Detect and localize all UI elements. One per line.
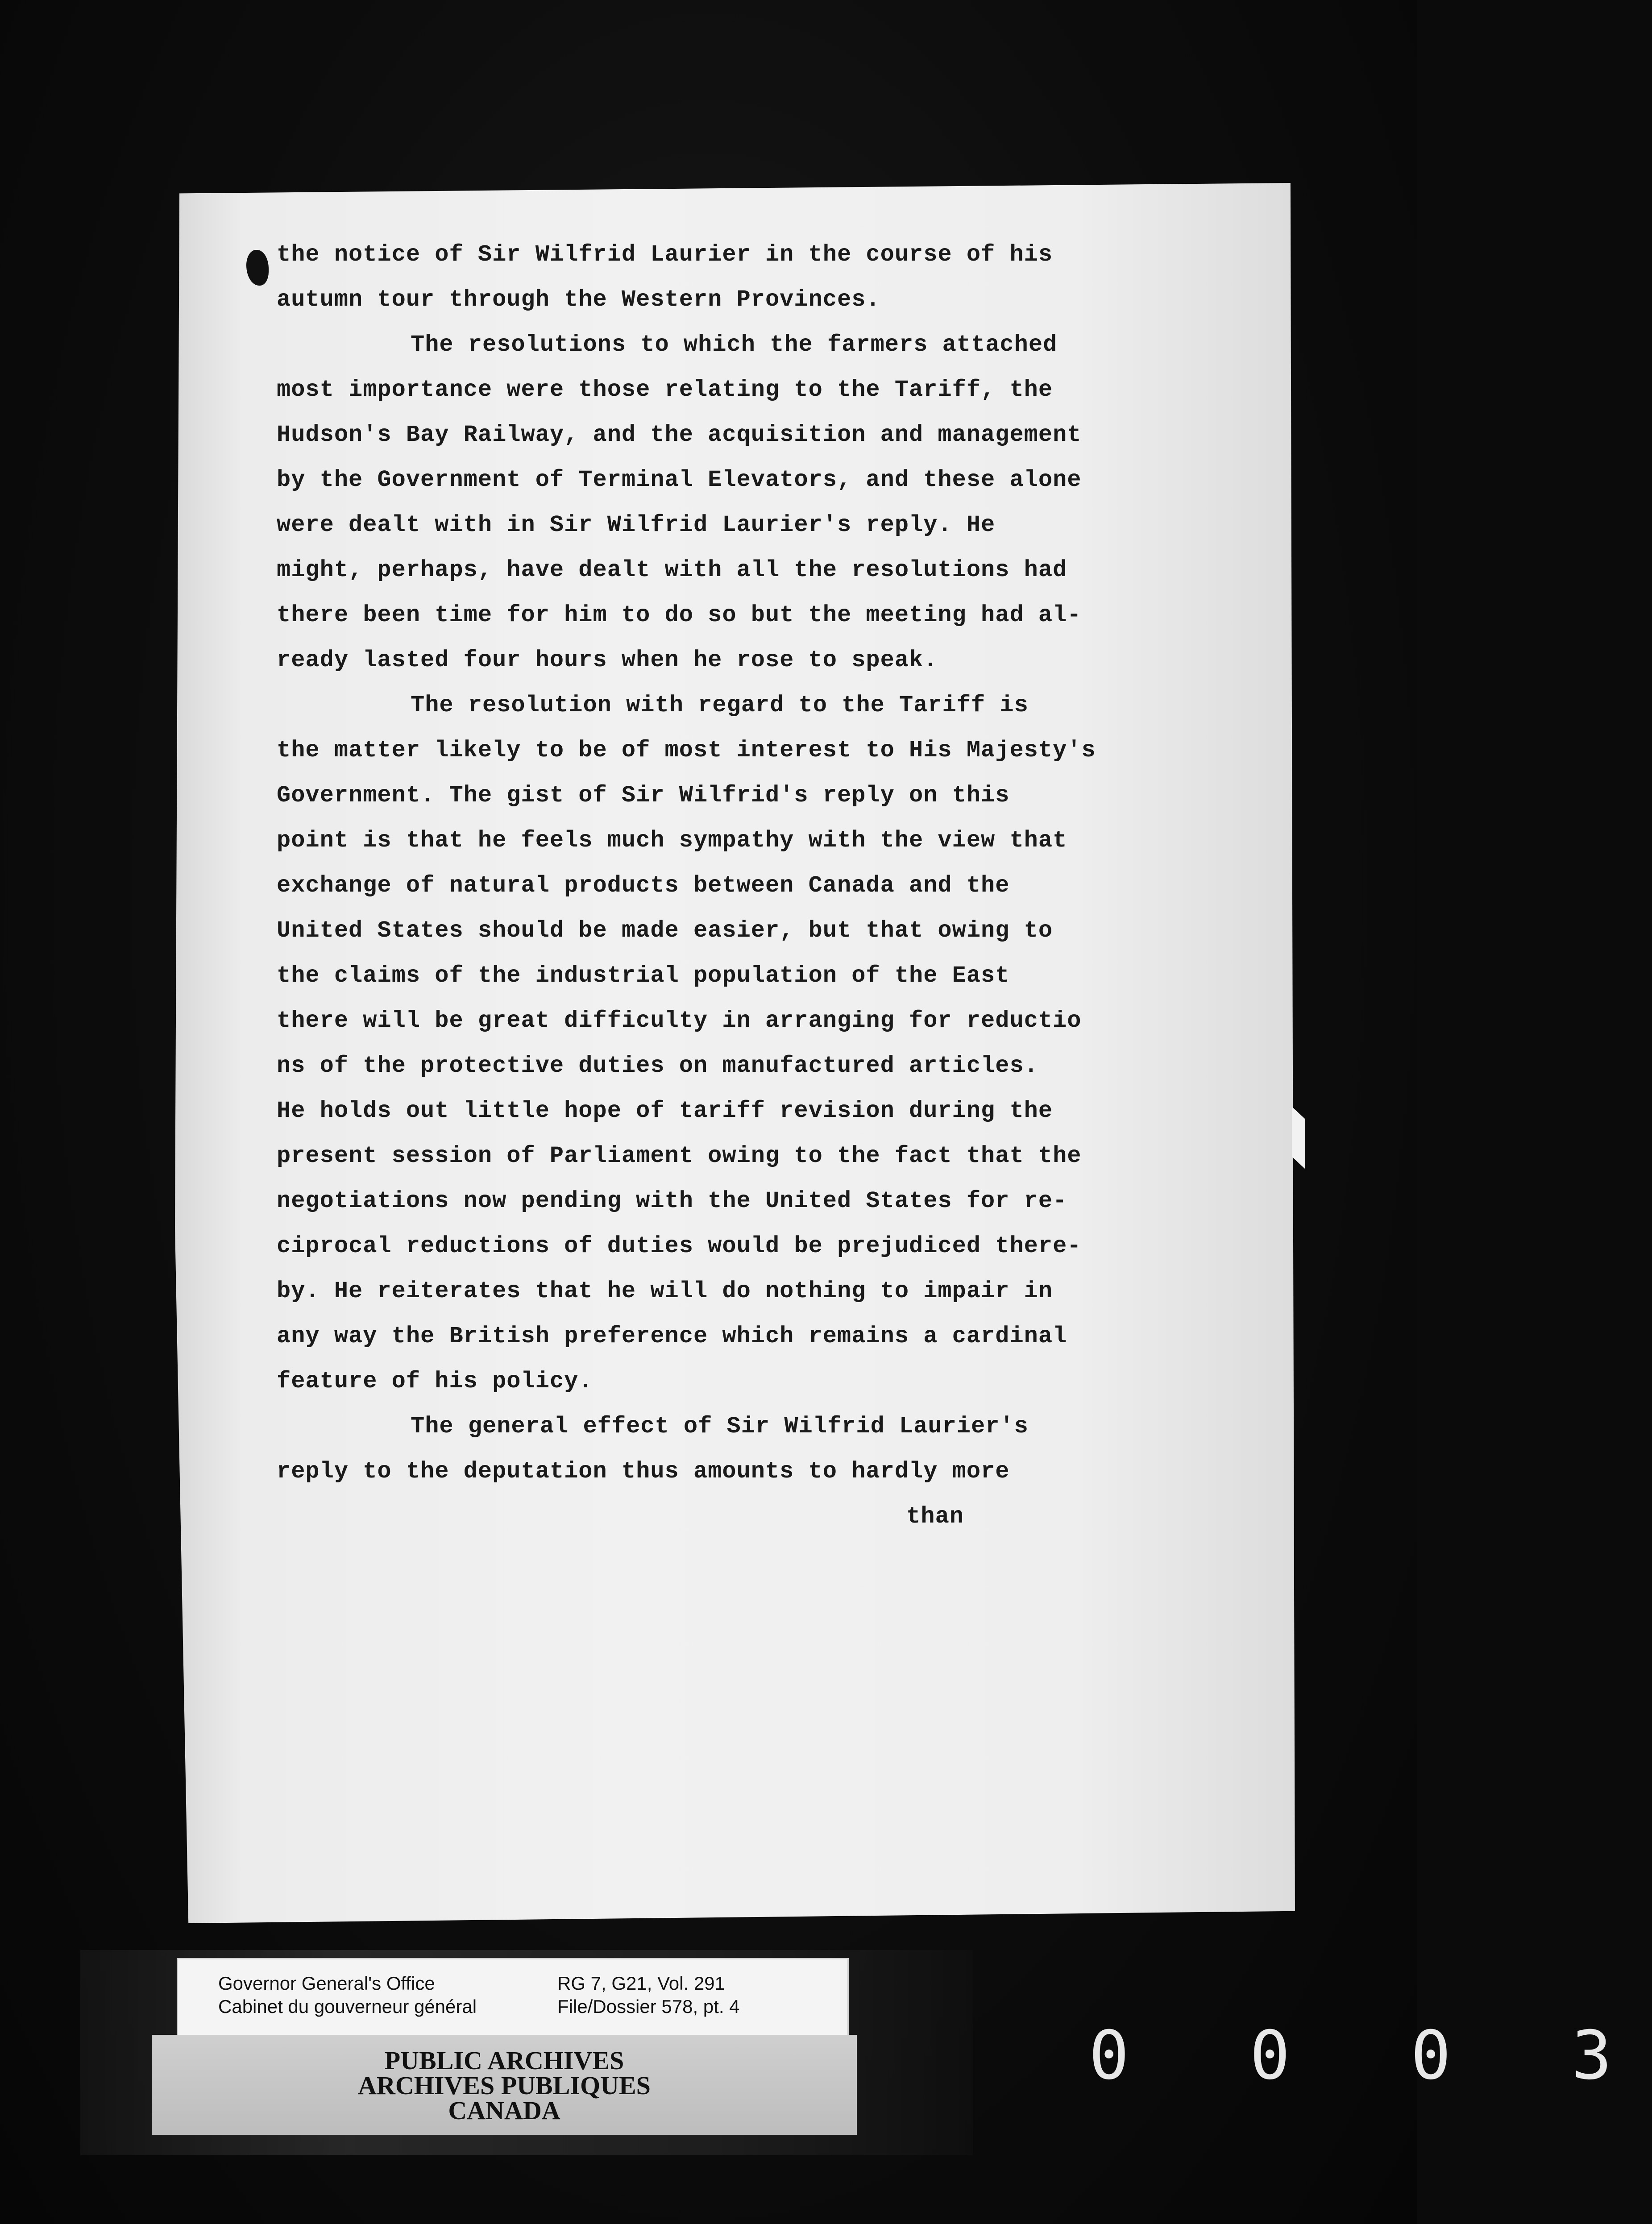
text-line: The general effect of Sir Wilfrid Laurier's bbox=[411, 1413, 1029, 1440]
file-dossier: File/Dossier 578, pt. 4 bbox=[557, 1996, 740, 2017]
text-line: the matter likely to be of most interest to His Majesty's bbox=[277, 737, 1096, 763]
text-line: reply to the deputation thus amounts to hardly more bbox=[277, 1458, 1010, 1485]
office-en: Governor General's Office bbox=[218, 1973, 435, 1994]
text-line: there will be great difficulty in arranging for reductio bbox=[277, 1008, 1082, 1034]
ink-blot bbox=[246, 250, 269, 286]
office-fr: Cabinet du gouverneur général bbox=[218, 1996, 477, 2017]
text-line: any way the British preference which remains a cardinal bbox=[277, 1323, 1067, 1349]
stamp-line-fr: ARCHIVES PUBLIQUES bbox=[358, 2071, 651, 2100]
text-line: He holds out little hope of tariff revision during the bbox=[277, 1098, 1053, 1124]
text-line: autumn tour through the Western Provinces. bbox=[277, 286, 880, 313]
archives-stamp bbox=[152, 2035, 857, 2135]
text-line: there been time for him to do so but the meeting had al- bbox=[277, 602, 1082, 628]
text-line: by. He reiterates that he will do nothing to impair in bbox=[277, 1278, 1053, 1304]
text-line: ciprocal reductions of duties would be prejudiced there- bbox=[277, 1233, 1082, 1259]
stamp-line-country: CANADA bbox=[448, 2096, 560, 2125]
text-line: ns of the protective duties on manufactured articles. bbox=[277, 1053, 1038, 1079]
text-line: Government. The gist of Sir Wilfrid's reply on this bbox=[277, 782, 1010, 809]
text-line: might, perhaps, have dealt with all the resolutions had bbox=[277, 557, 1067, 583]
archive-reference-label bbox=[177, 1958, 849, 2039]
text-line: feature of his policy. bbox=[277, 1368, 593, 1394]
office-names bbox=[218, 1972, 477, 2018]
record-group: RG 7, G21, Vol. 291 bbox=[557, 1973, 725, 1994]
typed-letter-body bbox=[277, 232, 1096, 1539]
file-reference bbox=[557, 1972, 740, 2018]
frame-number: 0 0 0 3 bbox=[1089, 2017, 1652, 2095]
text-line: United States should be made easier, but that owing to bbox=[277, 917, 1053, 944]
text-line: the claims of the industrial population of the East bbox=[277, 963, 1010, 989]
text-line: ready lasted four hours when he rose to speak. bbox=[277, 647, 938, 673]
text-line: by the Government of Terminal Elevators, and these alone bbox=[277, 467, 1082, 493]
text-line: exchange of natural products between Canada and the bbox=[277, 872, 1010, 899]
text-line: point is that he feels much sympathy with the view that bbox=[277, 827, 1067, 854]
text-line: The resolution with regard to the Tariff is bbox=[411, 692, 1029, 718]
text-line: were dealt with in Sir Wilfrid Laurier's reply. He bbox=[277, 512, 996, 538]
text-line: most importance were those relating to the Tariff, the bbox=[277, 377, 1053, 403]
text-line: negotiations now pending with the United States for re- bbox=[277, 1188, 1067, 1214]
text-line: The resolutions to which the farmers attached bbox=[411, 332, 1058, 358]
text-line: Hudson's Bay Railway, and the acquisition and management bbox=[277, 422, 1082, 448]
catchword: than bbox=[906, 1503, 964, 1530]
text-line: the notice of Sir Wilfrid Laurier in the course of his bbox=[277, 241, 1053, 268]
text-line: present session of Parliament owing to the fact that the bbox=[277, 1143, 1082, 1169]
stamp-line-en: PUBLIC ARCHIVES bbox=[384, 2046, 624, 2075]
